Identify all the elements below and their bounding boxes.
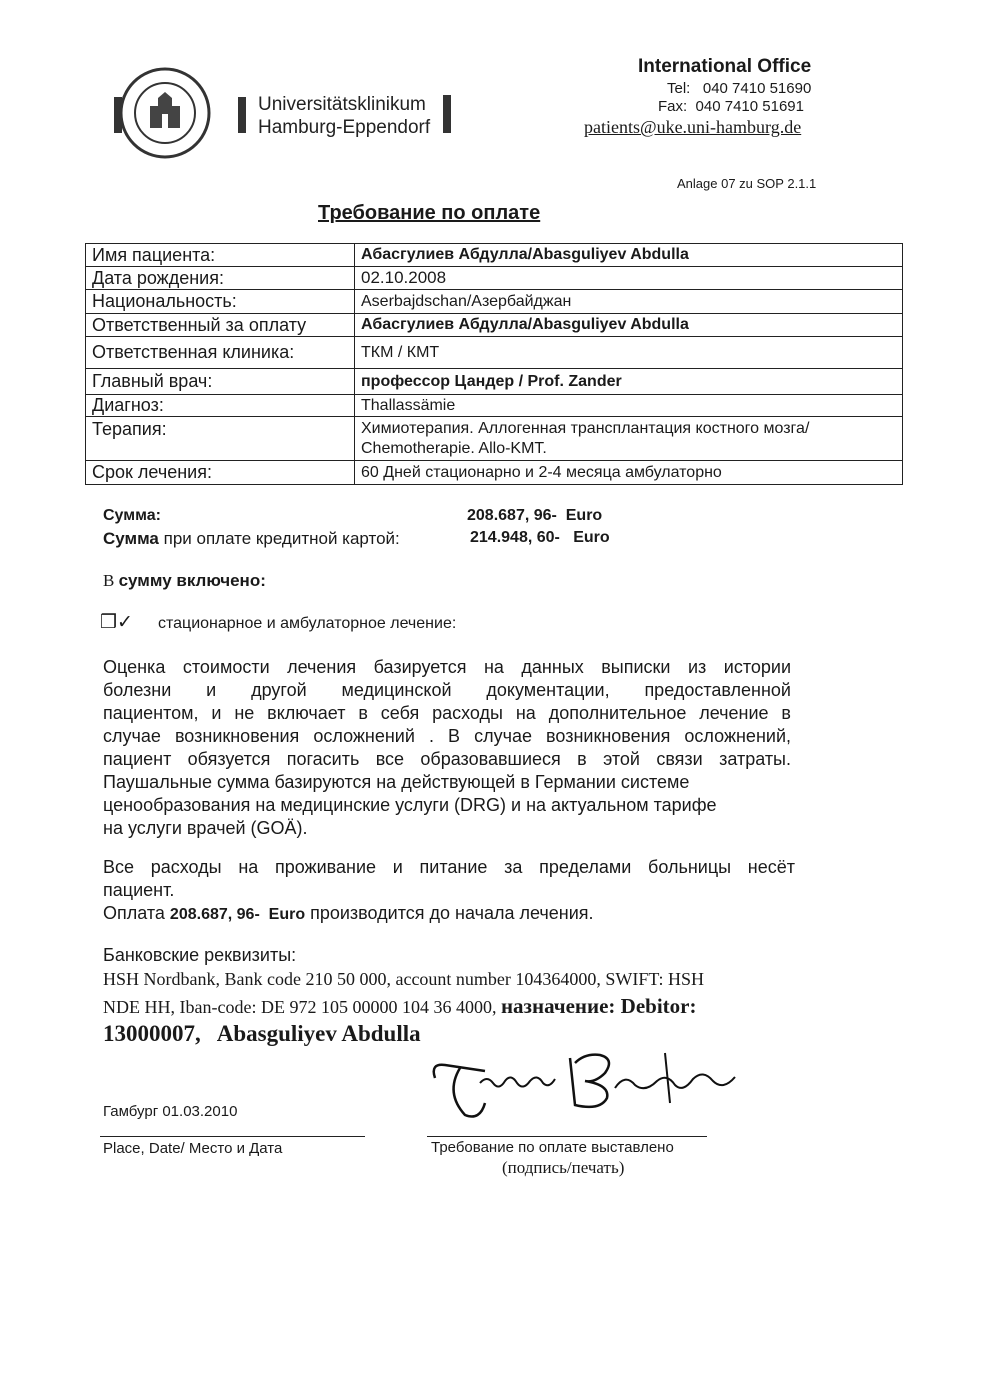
therapy-line2: Chemotherapie. Allo-KMT. — [361, 439, 547, 457]
office-tel — [667, 80, 811, 97]
expenses-paragraph — [103, 856, 795, 926]
included-checkbox: ❒✓ — [100, 612, 133, 633]
row-label: Главный врач: — [86, 369, 355, 395]
paragraph-line: случае возникновения осложнений . В случае возникновения осложнений, — [103, 726, 791, 746]
patient-info-table — [85, 243, 903, 485]
table-row — [86, 461, 903, 485]
card-sum-label — [103, 529, 400, 549]
office-title: International Office — [638, 56, 812, 77]
logo-line2: Hamburg-Eppendorf — [258, 117, 431, 138]
paragraph-line: пациент обязуется погасить все образовавшиеся в этой связи затраты. — [103, 749, 791, 769]
therapy-line1: Химиотерапия. Аллогенная трансплантация костного мозга/ — [361, 419, 810, 437]
row-value: ТКМ / КМТ — [355, 337, 903, 369]
payment-prefix: Оплата — [103, 903, 170, 923]
included-item: стационарное и амбулаторное лечение: — [158, 615, 457, 632]
signature — [425, 1043, 765, 1128]
cost-estimate-paragraph — [103, 656, 791, 840]
table-row — [86, 417, 903, 461]
university-seal — [110, 66, 220, 161]
bank-heading: Банковские реквизиты: — [103, 945, 297, 965]
logo-bar-mid — [238, 97, 246, 133]
paragraph-line: Все расходы на проживание и питание за пределами больницы несёт — [103, 857, 795, 877]
card-sum-value: 214.948, 60- Euro — [470, 529, 610, 546]
tel-label: Tel: — [667, 80, 691, 97]
table-row — [86, 369, 903, 395]
card-label-rest: при оплате кредитной картой: — [158, 529, 400, 548]
row-value: профессор Цандер / Prof. Zander — [355, 369, 903, 395]
row-value: Aserbajdschan/Азербайджан — [355, 290, 903, 314]
table-row — [86, 290, 903, 314]
card-label-bold: Сумма — [103, 529, 159, 548]
row-value: Абасгулиев Абдулла/Abasguliyev Abdulla — [355, 244, 903, 267]
row-label: Имя пациента: — [86, 244, 355, 267]
row-value: Абасгулиев Абдулла/Abasguliyev Abdulla — [355, 314, 903, 337]
bank-line2-text: NDE HH, Iban-code: DE 972 105 00000 104 36 4000, — [103, 997, 501, 1017]
paragraph-line: ценообразования на медицинские услуги (DRG) и на актуальном тарифе — [103, 795, 717, 815]
bank-purpose: назначение: Debitor: — [500, 994, 697, 1018]
place-date-line — [100, 1136, 365, 1137]
signature-sub-label: (подпись/печать) — [502, 1158, 625, 1177]
included-bold: сумму включено: — [118, 571, 266, 590]
fax-number: 040 7410 51691 — [695, 98, 804, 115]
signature-label: Требование по оплате выставлено — [431, 1139, 674, 1156]
row-label: Дата рождения: — [86, 267, 355, 290]
place-date-value: Гамбург 01.03.2010 — [103, 1103, 238, 1120]
row-label: Терапия: — [86, 417, 355, 461]
included-prefix: В — [103, 571, 119, 590]
bank-line2 — [103, 994, 697, 1019]
row-value: 60 Дней стационарно и 2-4 месяца амбулаторно — [355, 461, 903, 485]
sum-label: Сумма: — [103, 507, 161, 524]
row-label: Срок лечения: — [86, 461, 355, 485]
paragraph-line: Паушальные сумма базируются на действующей в Германии системе — [103, 772, 690, 792]
row-label: Ответственная клиника: — [86, 337, 355, 369]
row-value — [355, 417, 903, 461]
included-heading — [103, 571, 266, 591]
fax-label: Fax: — [658, 98, 688, 115]
paragraph-line: пациентом, и не включает в себя расходы на дополнительное лечение в — [103, 703, 791, 723]
annex-label: Anlage 07 zu SOP 2.1.1 — [677, 176, 817, 191]
paragraph-line: пациент. — [103, 880, 175, 900]
table-row — [86, 314, 903, 337]
logo-line1: Universitätsklinikum — [258, 94, 426, 115]
debitor-line: 13000007, Abasguliyev Abdulla — [103, 1021, 421, 1046]
tel-number: 040 7410 51690 — [702, 80, 812, 97]
table-row — [86, 244, 903, 267]
office-email[interactable]: patients@uke.uni-hamburg.de — [584, 117, 802, 137]
row-label: Национальность: — [86, 290, 355, 314]
sum-value: 208.687, 96- Euro — [467, 507, 603, 524]
payment-line — [103, 902, 795, 926]
paragraph-line: болезни и другой медицинской документации, предоставленной — [103, 680, 791, 700]
place-date-label: Place, Date/ Место и Дата — [103, 1140, 283, 1157]
row-value: Thallassämie — [355, 395, 903, 417]
table-row — [86, 395, 903, 417]
row-label: Ответственный за оплату — [86, 314, 355, 337]
signature-line — [427, 1136, 707, 1137]
table-row — [86, 267, 903, 290]
row-label: Диагноз: — [86, 395, 355, 417]
document-title: Требование по оплате — [318, 202, 541, 224]
payment-amount: 208.687, 96- Euro — [169, 906, 306, 923]
logo-bar-right — [443, 95, 451, 133]
paragraph-line: Оценка стоимости лечения базируется на данных выписки из истории — [103, 657, 791, 677]
table-row — [86, 337, 903, 369]
office-fax — [658, 98, 804, 115]
paragraph-line: на услуги врачей (GOÄ). — [103, 818, 308, 838]
payment-suffix: производится до начала лечения. — [305, 903, 594, 923]
row-value: 02.10.2008 — [355, 267, 903, 290]
bank-line1: HSH Nordbank, Bank code 210 50 000, account number 104364000, SWIFT: HSH — [103, 969, 705, 989]
